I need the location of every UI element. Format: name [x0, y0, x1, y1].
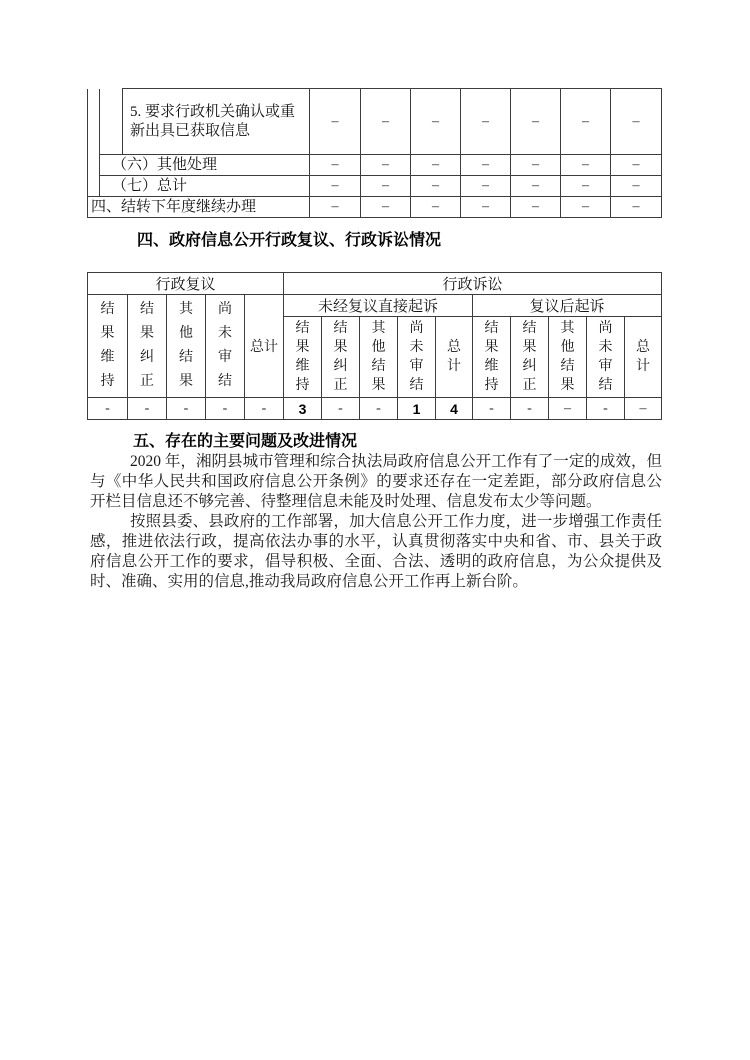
vertical-label: 总计 — [447, 340, 461, 374]
paragraph: 2020 年，湘阴县城市管理和综合执法局政府信息公开工作有了一定的成效，但与《中华人民共和国政府信息公开条例》的要求还存在一定差距，部分政府信息公开栏目信息还不够完善、待整理信息未能及时处理、信息发布太少等问题。 — [90, 453, 662, 510]
value-cell: – — [611, 176, 662, 197]
other-result-header — [360, 317, 398, 398]
value-cell: – — [461, 197, 511, 218]
data-cell: - — [587, 398, 625, 420]
admin-review-group-header: 行政复议 — [88, 273, 284, 295]
review-litigation-table — [87, 272, 662, 420]
vertical-label: 尚未审结 — [598, 321, 613, 393]
data-cell: - — [167, 398, 206, 420]
value-cell: – — [511, 197, 561, 218]
row-label-cell: （七）总计 — [100, 176, 310, 197]
value-cell: – — [561, 155, 611, 176]
value-cell: – — [310, 155, 361, 176]
value-cell: – — [611, 155, 662, 176]
result-upheld-header — [473, 317, 511, 398]
other-result-header — [167, 295, 206, 398]
value-cell: – — [411, 176, 461, 197]
total-header: 总计 — [245, 295, 284, 398]
value-cell: – — [411, 197, 461, 218]
pending-header — [587, 317, 625, 398]
vertical-label: 其他结果 — [560, 321, 575, 393]
continuation-spacer-cell — [88, 89, 100, 197]
value-cell: – — [411, 155, 461, 176]
pending-header — [206, 295, 245, 398]
value-cell: – — [561, 197, 611, 218]
continuation-spacer-cell — [100, 89, 123, 155]
value-cell: – — [411, 89, 461, 155]
result-corrected-header — [511, 317, 549, 398]
data-cell: 4 — [436, 398, 473, 420]
value-cell: – — [361, 155, 411, 176]
vertical-label: 尚未审结 — [409, 321, 424, 393]
value-cell: – — [461, 155, 511, 176]
vertical-label: 其他结果 — [179, 302, 193, 389]
data-cell: - — [206, 398, 245, 420]
vertical-label: 尚未审结 — [218, 302, 232, 389]
value-cell: – — [361, 197, 411, 218]
result-upheld-header — [88, 295, 128, 398]
vertical-label: 结果维持 — [295, 321, 310, 393]
value-cell: – — [361, 89, 411, 155]
row-label-cell: （六）其他处理 — [100, 155, 310, 176]
data-cell: - — [88, 398, 128, 420]
value-cell: – — [310, 89, 361, 155]
value-cell: – — [310, 176, 361, 197]
data-cell: – — [625, 398, 662, 420]
value-cell: – — [561, 89, 611, 155]
post-review-litigation-subheader: 复议后起诉 — [473, 295, 662, 317]
value-cell: – — [461, 176, 511, 197]
other-result-header — [549, 317, 587, 398]
value-cell: – — [511, 89, 561, 155]
data-cell: - — [128, 398, 167, 420]
vertical-label: 结果纠正 — [522, 321, 537, 393]
data-cell: 3 — [284, 398, 322, 420]
value-cell: – — [310, 197, 361, 218]
total-header — [625, 317, 662, 398]
total-header — [436, 317, 473, 398]
data-cell: - — [322, 398, 360, 420]
vertical-label: 结果维持 — [100, 302, 115, 389]
data-cell: - — [511, 398, 549, 420]
section-5-heading: 五、存在的主要问题及改进情况 — [133, 433, 358, 450]
vertical-label: 结果维持 — [484, 321, 499, 393]
vertical-label: 其他结果 — [371, 321, 386, 393]
vertical-label: 总计 — [636, 340, 651, 374]
section-4-heading: 四、政府信息公开行政复议、行政诉讼情况 — [137, 232, 442, 249]
row-label-cell: 5. 要求行政机关确认或重新出具已获取信息 — [123, 89, 310, 155]
value-cell: – — [561, 176, 611, 197]
pending-header — [398, 317, 436, 398]
result-corrected-header — [128, 295, 167, 398]
data-cell: – — [549, 398, 587, 420]
data-cell: - — [360, 398, 398, 420]
section-5-body — [90, 452, 662, 592]
value-cell: – — [511, 176, 561, 197]
paragraph: 按照县委、县政府的工作部署，加大信息公开工作力度，进一步增强工作责任感，推进依法行政，提高依法办事的水平，认真贯彻落实中央和省、市、县关于政府信息公开工作的要求，倡导积极、全面、合法、透明的政府信息，为公众提供及时、准确、实用的信息,推动我局政府信息公开工作再上新台阶。 — [90, 513, 662, 590]
row-label-cell: 四、结转下年度继续办理 — [88, 197, 310, 218]
vertical-label: 结果纠正 — [140, 302, 154, 389]
value-cell: – — [461, 89, 511, 155]
value-cell: – — [611, 89, 662, 155]
value-cell: – — [361, 176, 411, 197]
direct-litigation-subheader: 未经复议直接起诉 — [284, 295, 473, 317]
data-cell: 1 — [398, 398, 436, 420]
data-cell: - — [473, 398, 511, 420]
vertical-label: 结果纠正 — [333, 321, 348, 393]
admin-litigation-group-header: 行政诉讼 — [284, 273, 662, 295]
value-cell: – — [511, 155, 561, 176]
value-cell: – — [611, 197, 662, 218]
data-cell: - — [245, 398, 284, 420]
result-corrected-header — [322, 317, 360, 398]
carryover-processing-table — [87, 88, 662, 218]
result-upheld-header — [284, 317, 322, 398]
